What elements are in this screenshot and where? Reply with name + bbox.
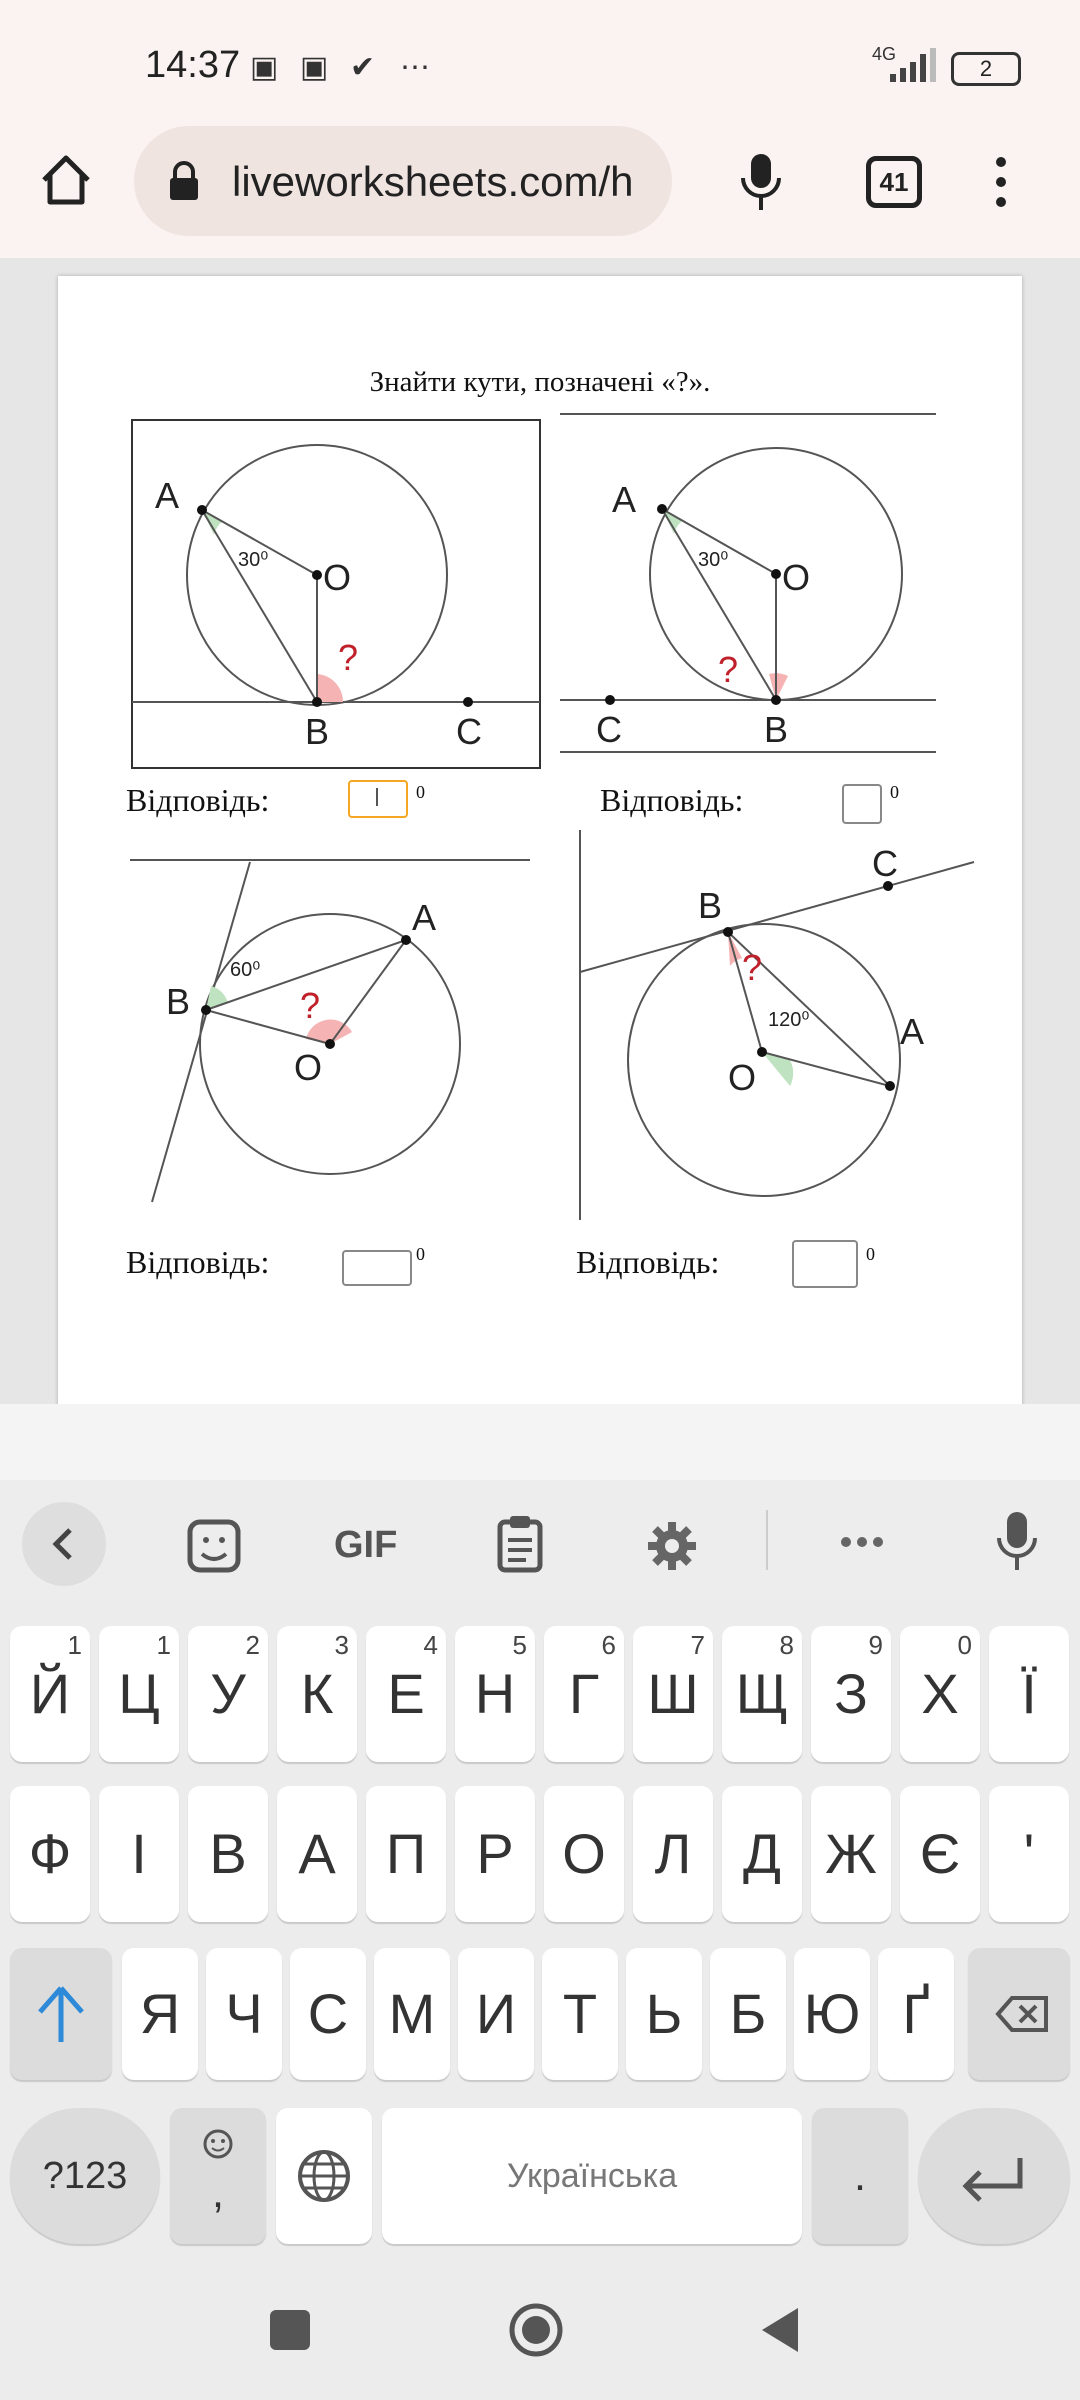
- degree-mark: 0: [866, 1244, 875, 1264]
- worksheet-title: Знайти кути, позначені «?».: [369, 366, 711, 398]
- unknown-angle-mark: ?: [338, 637, 359, 678]
- gear-icon[interactable]: [646, 1520, 698, 1572]
- answer-label: Відповідь:: [126, 782, 270, 818]
- key[interactable]: [633, 1626, 713, 1762]
- keyboard-toolbar: [0, 1480, 1080, 1600]
- key-hint: 8: [779, 1630, 794, 1660]
- figure-1: [130, 418, 544, 770]
- key-hint: 1: [67, 1630, 82, 1660]
- key[interactable]: О: [544, 1786, 624, 1922]
- key-label: Ш: [647, 1662, 699, 1725]
- url-text[interactable]: liveworksheets.com/h: [232, 158, 634, 205]
- key[interactable]: С: [290, 1948, 366, 2080]
- point-label: B: [305, 711, 330, 752]
- signal-icon: [870, 48, 940, 84]
- key-hint: 9: [868, 1630, 883, 1660]
- point-label: C: [596, 709, 622, 750]
- key-label: Н: [474, 1662, 516, 1725]
- key[interactable]: Ь: [626, 1948, 702, 2080]
- angle-label: 30⁰: [238, 549, 269, 571]
- key-label: Е: [387, 1662, 425, 1725]
- answer-input-4[interactable]: [792, 1240, 858, 1288]
- key-label: Х: [921, 1662, 959, 1725]
- emoji-comma-key[interactable]: [170, 2108, 266, 2244]
- point-label: A: [155, 475, 180, 516]
- angle-label: 30⁰: [698, 549, 729, 571]
- recents-icon[interactable]: [270, 2310, 310, 2350]
- key[interactable]: [277, 1626, 357, 1762]
- key[interactable]: [900, 1626, 980, 1762]
- key-hint: 5: [512, 1630, 527, 1660]
- key[interactable]: [722, 1626, 802, 1762]
- network-type: 4G: [872, 44, 897, 64]
- point-label: B: [698, 885, 723, 926]
- shift-arrow-icon: [10, 1948, 112, 2080]
- key[interactable]: М: [374, 1948, 450, 2080]
- backspace-icon: [968, 1948, 1070, 2080]
- tab-switcher-button[interactable]: 41: [866, 156, 922, 208]
- microphone-icon[interactable]: [736, 150, 786, 214]
- key[interactable]: Ф: [10, 1786, 90, 1922]
- key-hint: 6: [601, 1630, 616, 1660]
- key-label: Щ: [735, 1662, 789, 1725]
- battery-icon: 2: [951, 52, 1021, 86]
- figure-4: [578, 830, 978, 1220]
- comma-label: ,: [211, 2168, 225, 2217]
- toolbar-divider: [766, 1510, 768, 1570]
- key[interactable]: [811, 1626, 891, 1762]
- clipboard-icon[interactable]: [496, 1514, 544, 1574]
- chevron-left-icon: [22, 1502, 106, 1586]
- sticker-icon[interactable]: [186, 1518, 242, 1574]
- unknown-angle-mark: ?: [300, 985, 321, 1026]
- key-label: Г: [568, 1662, 600, 1725]
- key[interactable]: И: [458, 1948, 534, 2080]
- point-label: C: [456, 711, 482, 752]
- enter-arrow-icon: [918, 2108, 1070, 2244]
- point-label: A: [612, 479, 637, 520]
- key-hint: 7: [690, 1630, 705, 1660]
- degree-mark: 0: [416, 1244, 425, 1264]
- point-label: A: [900, 1011, 925, 1052]
- key[interactable]: В: [188, 1786, 268, 1922]
- key[interactable]: [455, 1626, 535, 1762]
- answer-label: Відповідь:: [600, 782, 744, 818]
- key-label: К: [300, 1662, 334, 1725]
- key-hint: 4: [423, 1630, 438, 1660]
- key[interactable]: І: [99, 1786, 179, 1922]
- gif-button[interactable]: GIF: [334, 1524, 398, 1566]
- key[interactable]: Т: [542, 1948, 618, 2080]
- key[interactable]: [544, 1626, 624, 1762]
- key-label: Ї: [1021, 1662, 1037, 1725]
- check-icon: ✔: [350, 51, 376, 84]
- key-hint: 3: [334, 1630, 349, 1660]
- symbols-key[interactable]: ?123: [10, 2108, 160, 2244]
- key[interactable]: Я: [122, 1948, 198, 2080]
- shift-key[interactable]: [10, 1948, 112, 2080]
- point-label: O: [323, 557, 352, 598]
- key[interactable]: [10, 1626, 90, 1762]
- page-footer-band: [0, 1404, 1080, 1480]
- angle-label: 60⁰: [230, 959, 261, 981]
- key[interactable]: [188, 1626, 268, 1762]
- angle-label: 120⁰: [768, 1009, 810, 1031]
- enter-key[interactable]: [918, 2108, 1070, 2244]
- key[interactable]: Л: [633, 1786, 713, 1922]
- backspace-key[interactable]: [968, 1948, 1070, 2080]
- point-label: O: [728, 1057, 757, 1098]
- key[interactable]: [989, 1626, 1069, 1762]
- navigation-bar: [0, 2260, 1080, 2400]
- key-hint: 1: [156, 1630, 171, 1660]
- lock-icon: [166, 160, 202, 202]
- degree-mark: 0: [416, 782, 425, 802]
- language-key[interactable]: [276, 2108, 372, 2244]
- point-label: B: [764, 709, 789, 750]
- home-nav-icon[interactable]: [508, 2302, 564, 2358]
- degree-mark: 0: [890, 782, 899, 802]
- answer-label: Відповідь:: [576, 1244, 720, 1280]
- key[interactable]: А: [277, 1786, 357, 1922]
- unknown-angle-mark: ?: [718, 649, 739, 690]
- key[interactable]: Ж: [811, 1786, 891, 1922]
- key[interactable]: Ч: [206, 1948, 282, 2080]
- point-label: O: [782, 557, 811, 598]
- answer-input-1[interactable]: [348, 780, 408, 818]
- collapse-toolbar-button[interactable]: [22, 1502, 106, 1586]
- home-icon[interactable]: [36, 150, 96, 210]
- key-label: Й: [29, 1662, 71, 1725]
- period-key[interactable]: .: [812, 2108, 908, 2244]
- emoji-icon: [202, 2128, 234, 2160]
- key[interactable]: Б: [710, 1948, 786, 2080]
- battery-notification-icon-2: ▣: [300, 51, 329, 84]
- key-label: З: [834, 1662, 868, 1725]
- text-cursor: [376, 788, 378, 806]
- menu-dots-icon[interactable]: [986, 152, 1016, 212]
- key-hint: 2: [245, 1630, 260, 1660]
- figure-3: [130, 858, 530, 1208]
- clock: 14:37: [145, 44, 241, 86]
- answer-input-3[interactable]: [342, 1250, 412, 1286]
- more-options-icon[interactable]: [840, 1532, 884, 1552]
- point-label: B: [166, 981, 191, 1022]
- more-notifications-icon: ⋯: [400, 51, 430, 84]
- key[interactable]: ': [989, 1786, 1069, 1922]
- answer-input-2[interactable]: [842, 784, 882, 824]
- key-label: Ц: [118, 1662, 160, 1725]
- key[interactable]: [366, 1626, 446, 1762]
- point-label: C: [872, 843, 898, 884]
- answer-label: Відповідь:: [126, 1244, 270, 1280]
- figure-2: [560, 410, 940, 756]
- unknown-angle-mark: ?: [742, 947, 763, 988]
- key[interactable]: Ґ: [878, 1948, 954, 2080]
- key[interactable]: [99, 1626, 179, 1762]
- back-nav-icon[interactable]: [758, 2306, 802, 2354]
- battery-notification-icon: ▣: [250, 51, 279, 84]
- globe-icon: [296, 2148, 352, 2204]
- key-label: У: [210, 1662, 246, 1725]
- key[interactable]: П: [366, 1786, 446, 1922]
- keyboard: [0, 1600, 1080, 2260]
- key[interactable]: Ю: [794, 1948, 870, 2080]
- point-label: A: [412, 897, 437, 938]
- status-bar: [0, 0, 1080, 130]
- key[interactable]: Є: [900, 1786, 980, 1922]
- space-key[interactable]: Українська: [382, 2108, 802, 2244]
- voice-input-icon[interactable]: [992, 1510, 1042, 1574]
- key[interactable]: Р: [455, 1786, 535, 1922]
- key-hint: 0: [957, 1630, 972, 1660]
- key[interactable]: Д: [722, 1786, 802, 1922]
- point-label: O: [294, 1047, 323, 1088]
